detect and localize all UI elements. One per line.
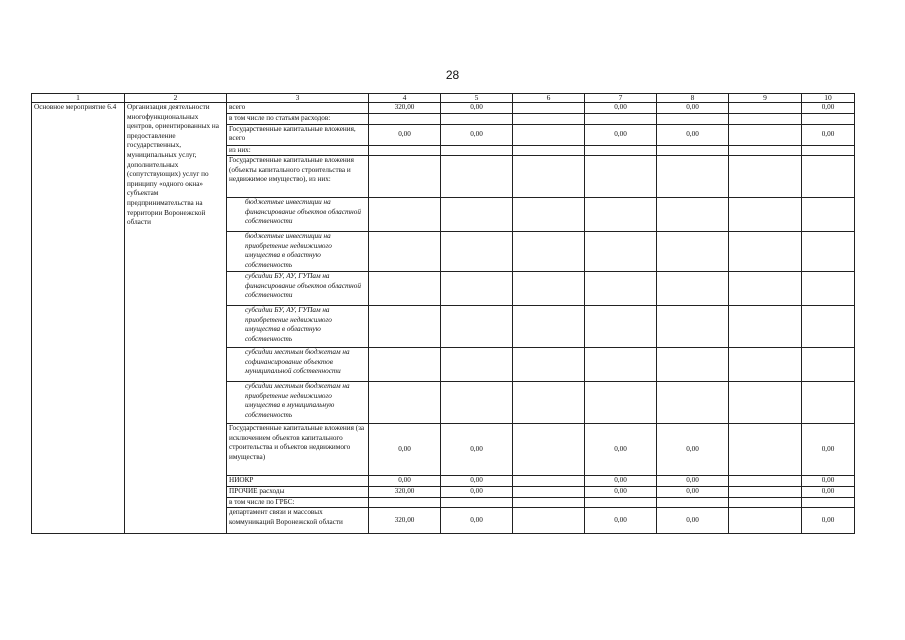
value-cell [729, 476, 802, 487]
value-cell [513, 487, 585, 498]
value-cell [513, 103, 585, 114]
value-cell [585, 382, 657, 424]
value-cell [513, 156, 585, 198]
row-label: бюджетные инвестиции на финансирование объектов областной собственности [227, 198, 369, 232]
value-cell [585, 114, 657, 125]
value-cell [513, 124, 585, 145]
value-cell [585, 156, 657, 198]
header-cell: 5 [441, 94, 513, 103]
header-cell: 6 [513, 94, 585, 103]
value-cell [657, 232, 729, 272]
value-cell [513, 145, 585, 156]
value-cell [441, 156, 513, 198]
value-cell [729, 497, 802, 508]
value-cell [513, 476, 585, 487]
row-label: субсидии местным бюджетам на софинансирование объектов муниципальной собственности [227, 348, 369, 382]
value-cell: 0,00 [657, 103, 729, 114]
row-label: из них: [227, 145, 369, 156]
value-cell [657, 156, 729, 198]
value-cell [729, 156, 802, 198]
value-cell [729, 348, 802, 382]
value-cell [369, 272, 441, 306]
row-label: Государственные капитальные вложения, всего [227, 124, 369, 145]
value-cell [802, 382, 855, 424]
value-cell [441, 382, 513, 424]
value-cell [513, 232, 585, 272]
value-cell: 320,00 [369, 103, 441, 114]
value-cell [802, 497, 855, 508]
header-row [32, 94, 855, 103]
value-cell [729, 487, 802, 498]
value-cell [657, 114, 729, 125]
value-cell: 320,00 [369, 487, 441, 498]
value-cell [729, 424, 802, 476]
value-cell [802, 348, 855, 382]
value-cell [513, 348, 585, 382]
value-cell [369, 497, 441, 508]
row-label: всего [227, 103, 369, 114]
value-cell [513, 424, 585, 476]
value-cell: 0,00 [441, 508, 513, 534]
value-cell [585, 348, 657, 382]
value-cell [657, 145, 729, 156]
value-cell [369, 232, 441, 272]
value-cell [802, 272, 855, 306]
value-cell [441, 114, 513, 125]
value-cell: 0,00 [369, 124, 441, 145]
header-cell: 10 [802, 94, 855, 103]
value-cell: 0,00 [802, 424, 855, 476]
value-cell: 0,00 [585, 424, 657, 476]
table-row [32, 103, 855, 114]
value-cell: 0,00 [369, 424, 441, 476]
value-cell [729, 103, 802, 114]
value-cell [729, 272, 802, 306]
header-cell: 2 [125, 94, 227, 103]
value-cell: 0,00 [585, 476, 657, 487]
value-cell [441, 272, 513, 306]
value-cell: 0,00 [585, 487, 657, 498]
value-cell [802, 114, 855, 125]
value-cell [513, 198, 585, 232]
value-cell [441, 198, 513, 232]
value-cell: 0,00 [657, 424, 729, 476]
row-label: в том числе по ГРБС: [227, 497, 369, 508]
value-cell: 0,00 [802, 487, 855, 498]
value-cell: 0,00 [657, 508, 729, 534]
value-cell [729, 232, 802, 272]
value-cell [369, 114, 441, 125]
value-cell [513, 508, 585, 534]
activity-description-cell: Организация деятельности многофункциональных центров, ориентированных на предоставление государственных, муниципальных услуг, дополнительных (сопутствующих) услуг по принципу «одного окна» субъектам предпринимательства на территории Воронежской области [125, 103, 227, 534]
value-cell [585, 198, 657, 232]
value-cell [729, 198, 802, 232]
row-label: Государственные капитальные вложения (объекты капитального строительства и недвижимое имущество), из них: [227, 156, 369, 198]
value-cell: 0,00 [585, 103, 657, 114]
value-cell: 0,00 [369, 476, 441, 487]
row-label: субсидии БУ, АУ, ГУПам на приобретение недвижимого имущества в областную собственность [227, 306, 369, 348]
value-cell [657, 348, 729, 382]
value-cell: 0,00 [585, 508, 657, 534]
row-label: бюджетные инвестиции на приобретение недвижимого имущества в областную собственность [227, 232, 369, 272]
value-cell: 0,00 [441, 103, 513, 114]
value-cell [802, 145, 855, 156]
row-label: ПРОЧИЕ расходы [227, 487, 369, 498]
value-cell: 0,00 [657, 476, 729, 487]
value-cell [513, 497, 585, 508]
value-cell [513, 382, 585, 424]
value-cell [369, 348, 441, 382]
row-label: НИОКР [227, 476, 369, 487]
value-cell [802, 198, 855, 232]
value-cell: 0,00 [802, 103, 855, 114]
row-label: субсидии БУ, АУ, ГУПам на финансирование объектов областной собственности [227, 272, 369, 306]
value-cell [585, 232, 657, 272]
value-cell [729, 306, 802, 348]
activity-name-cell: Основное мероприятие 6.4 [32, 103, 125, 534]
value-cell [369, 198, 441, 232]
value-cell [729, 124, 802, 145]
value-cell [585, 497, 657, 508]
row-label: департамент связи и массовых коммуникаций Воронежской области [227, 508, 369, 534]
value-cell [657, 306, 729, 348]
value-cell: 0,00 [802, 124, 855, 145]
value-cell [513, 114, 585, 125]
value-cell [729, 382, 802, 424]
value-cell [585, 145, 657, 156]
value-cell [802, 306, 855, 348]
value-cell [441, 145, 513, 156]
value-cell [441, 306, 513, 348]
value-cell: 0,00 [441, 124, 513, 145]
value-cell [513, 306, 585, 348]
value-cell [585, 306, 657, 348]
value-cell [585, 272, 657, 306]
value-cell: 320,00 [369, 508, 441, 534]
header-cell: 1 [32, 94, 125, 103]
value-cell [729, 114, 802, 125]
value-cell: 0,00 [802, 508, 855, 534]
header-cell: 4 [369, 94, 441, 103]
value-cell [513, 272, 585, 306]
value-cell [441, 348, 513, 382]
value-cell [369, 382, 441, 424]
page-number: 28 [445, 68, 460, 82]
row-label: субсидии местным бюджетам на приобретение недвижимого имущества в муниципальную собственность [227, 382, 369, 424]
value-cell [369, 145, 441, 156]
value-cell [657, 198, 729, 232]
header-cell: 3 [227, 94, 369, 103]
value-cell [802, 232, 855, 272]
value-cell [802, 156, 855, 198]
row-label: Государственные капитальные вложения (за исключением объектов капитального строительства и объектов недвижимого имущества) [227, 424, 369, 476]
value-cell [441, 497, 513, 508]
value-cell: 0,00 [657, 487, 729, 498]
value-cell: 0,00 [441, 487, 513, 498]
row-label: в том числе по статьям расходов: [227, 114, 369, 125]
budget-table [31, 93, 855, 534]
header-cell: 7 [585, 94, 657, 103]
value-cell [657, 497, 729, 508]
value-cell: 0,00 [657, 124, 729, 145]
value-cell [369, 306, 441, 348]
header-cell: 9 [729, 94, 802, 103]
header-cell: 8 [657, 94, 729, 103]
value-cell [657, 272, 729, 306]
value-cell [657, 382, 729, 424]
value-cell [369, 156, 441, 198]
value-cell [729, 145, 802, 156]
value-cell: 0,00 [441, 476, 513, 487]
value-cell: 0,00 [585, 124, 657, 145]
value-cell [729, 508, 802, 534]
value-cell: 0,00 [441, 424, 513, 476]
value-cell: 0,00 [802, 476, 855, 487]
value-cell [441, 232, 513, 272]
